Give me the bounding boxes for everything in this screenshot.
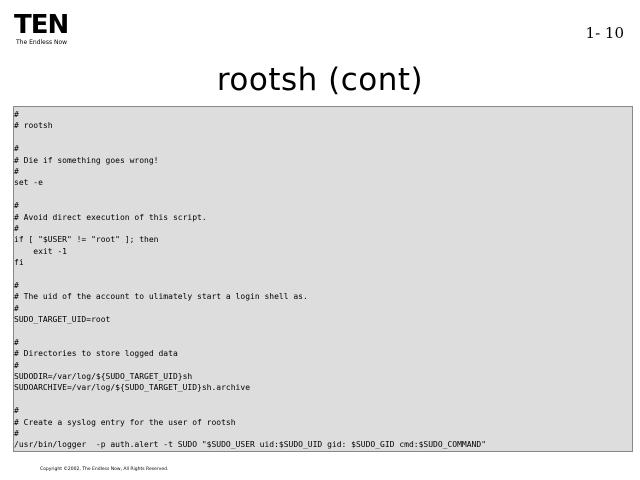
code-line: SUDOARCHIVE=/var/log/${SUDO_TARGET_UID}sh.archive bbox=[14, 383, 251, 393]
code-line: SUDODIR=/var/log/${SUDO_TARGET_UID}sh bbox=[14, 371, 193, 381]
code-line: exit -1 bbox=[14, 246, 67, 256]
code-line: # bbox=[14, 166, 19, 176]
code-line bbox=[14, 132, 632, 143]
code-line: # bbox=[14, 280, 19, 290]
company-logo bbox=[14, 10, 84, 50]
code-block bbox=[13, 106, 633, 452]
code-line: # Avoid direct execution of this script. bbox=[14, 212, 207, 222]
code-line: # bbox=[14, 406, 19, 416]
code-line: # bbox=[14, 201, 19, 211]
code-line: if [ "$USER" != "root" ]; then bbox=[14, 235, 159, 245]
logo-mark: TEN bbox=[14, 10, 69, 40]
code-line: # Create a syslog entry for the user of rootsh bbox=[14, 417, 236, 427]
code-line bbox=[14, 268, 632, 279]
slide-number: 1- 10 bbox=[585, 24, 624, 42]
slide-title: rootsh (cont) bbox=[216, 62, 424, 98]
code-line: # bbox=[14, 110, 19, 119]
logo-tagline: The Endless Now bbox=[16, 39, 68, 46]
code-line: fi bbox=[14, 258, 24, 268]
code-line bbox=[14, 325, 632, 336]
code-line: SUDO_TARGET_UID=root bbox=[14, 315, 111, 325]
code-line bbox=[14, 189, 632, 200]
code-line: # bbox=[14, 303, 19, 313]
code-line: # bbox=[14, 360, 19, 370]
copyright-footer: Copyright ©2002, The Endless Now, All Rights Reserved. bbox=[40, 467, 169, 472]
code-line: # Directories to store logged data bbox=[14, 349, 178, 359]
code-line: # bbox=[14, 223, 19, 233]
code-line: # rootsh bbox=[14, 121, 53, 131]
code-line: /usr/bin/logger -p auth.alert -t SUDO "$SUDO_USER uid:$SUDO_UID gid: $SUDO_GID cmd:$SUDO_COMMAND" bbox=[14, 440, 487, 450]
code-line: # The uid of the account to ulimately start a login shell as. bbox=[14, 292, 308, 302]
code-line bbox=[14, 394, 632, 405]
code-line: # bbox=[14, 144, 19, 154]
code-line: # bbox=[14, 337, 19, 347]
code-line: set -e bbox=[14, 178, 43, 188]
code-line: # Die if something goes wrong! bbox=[14, 155, 159, 165]
code-line: # bbox=[14, 428, 19, 438]
